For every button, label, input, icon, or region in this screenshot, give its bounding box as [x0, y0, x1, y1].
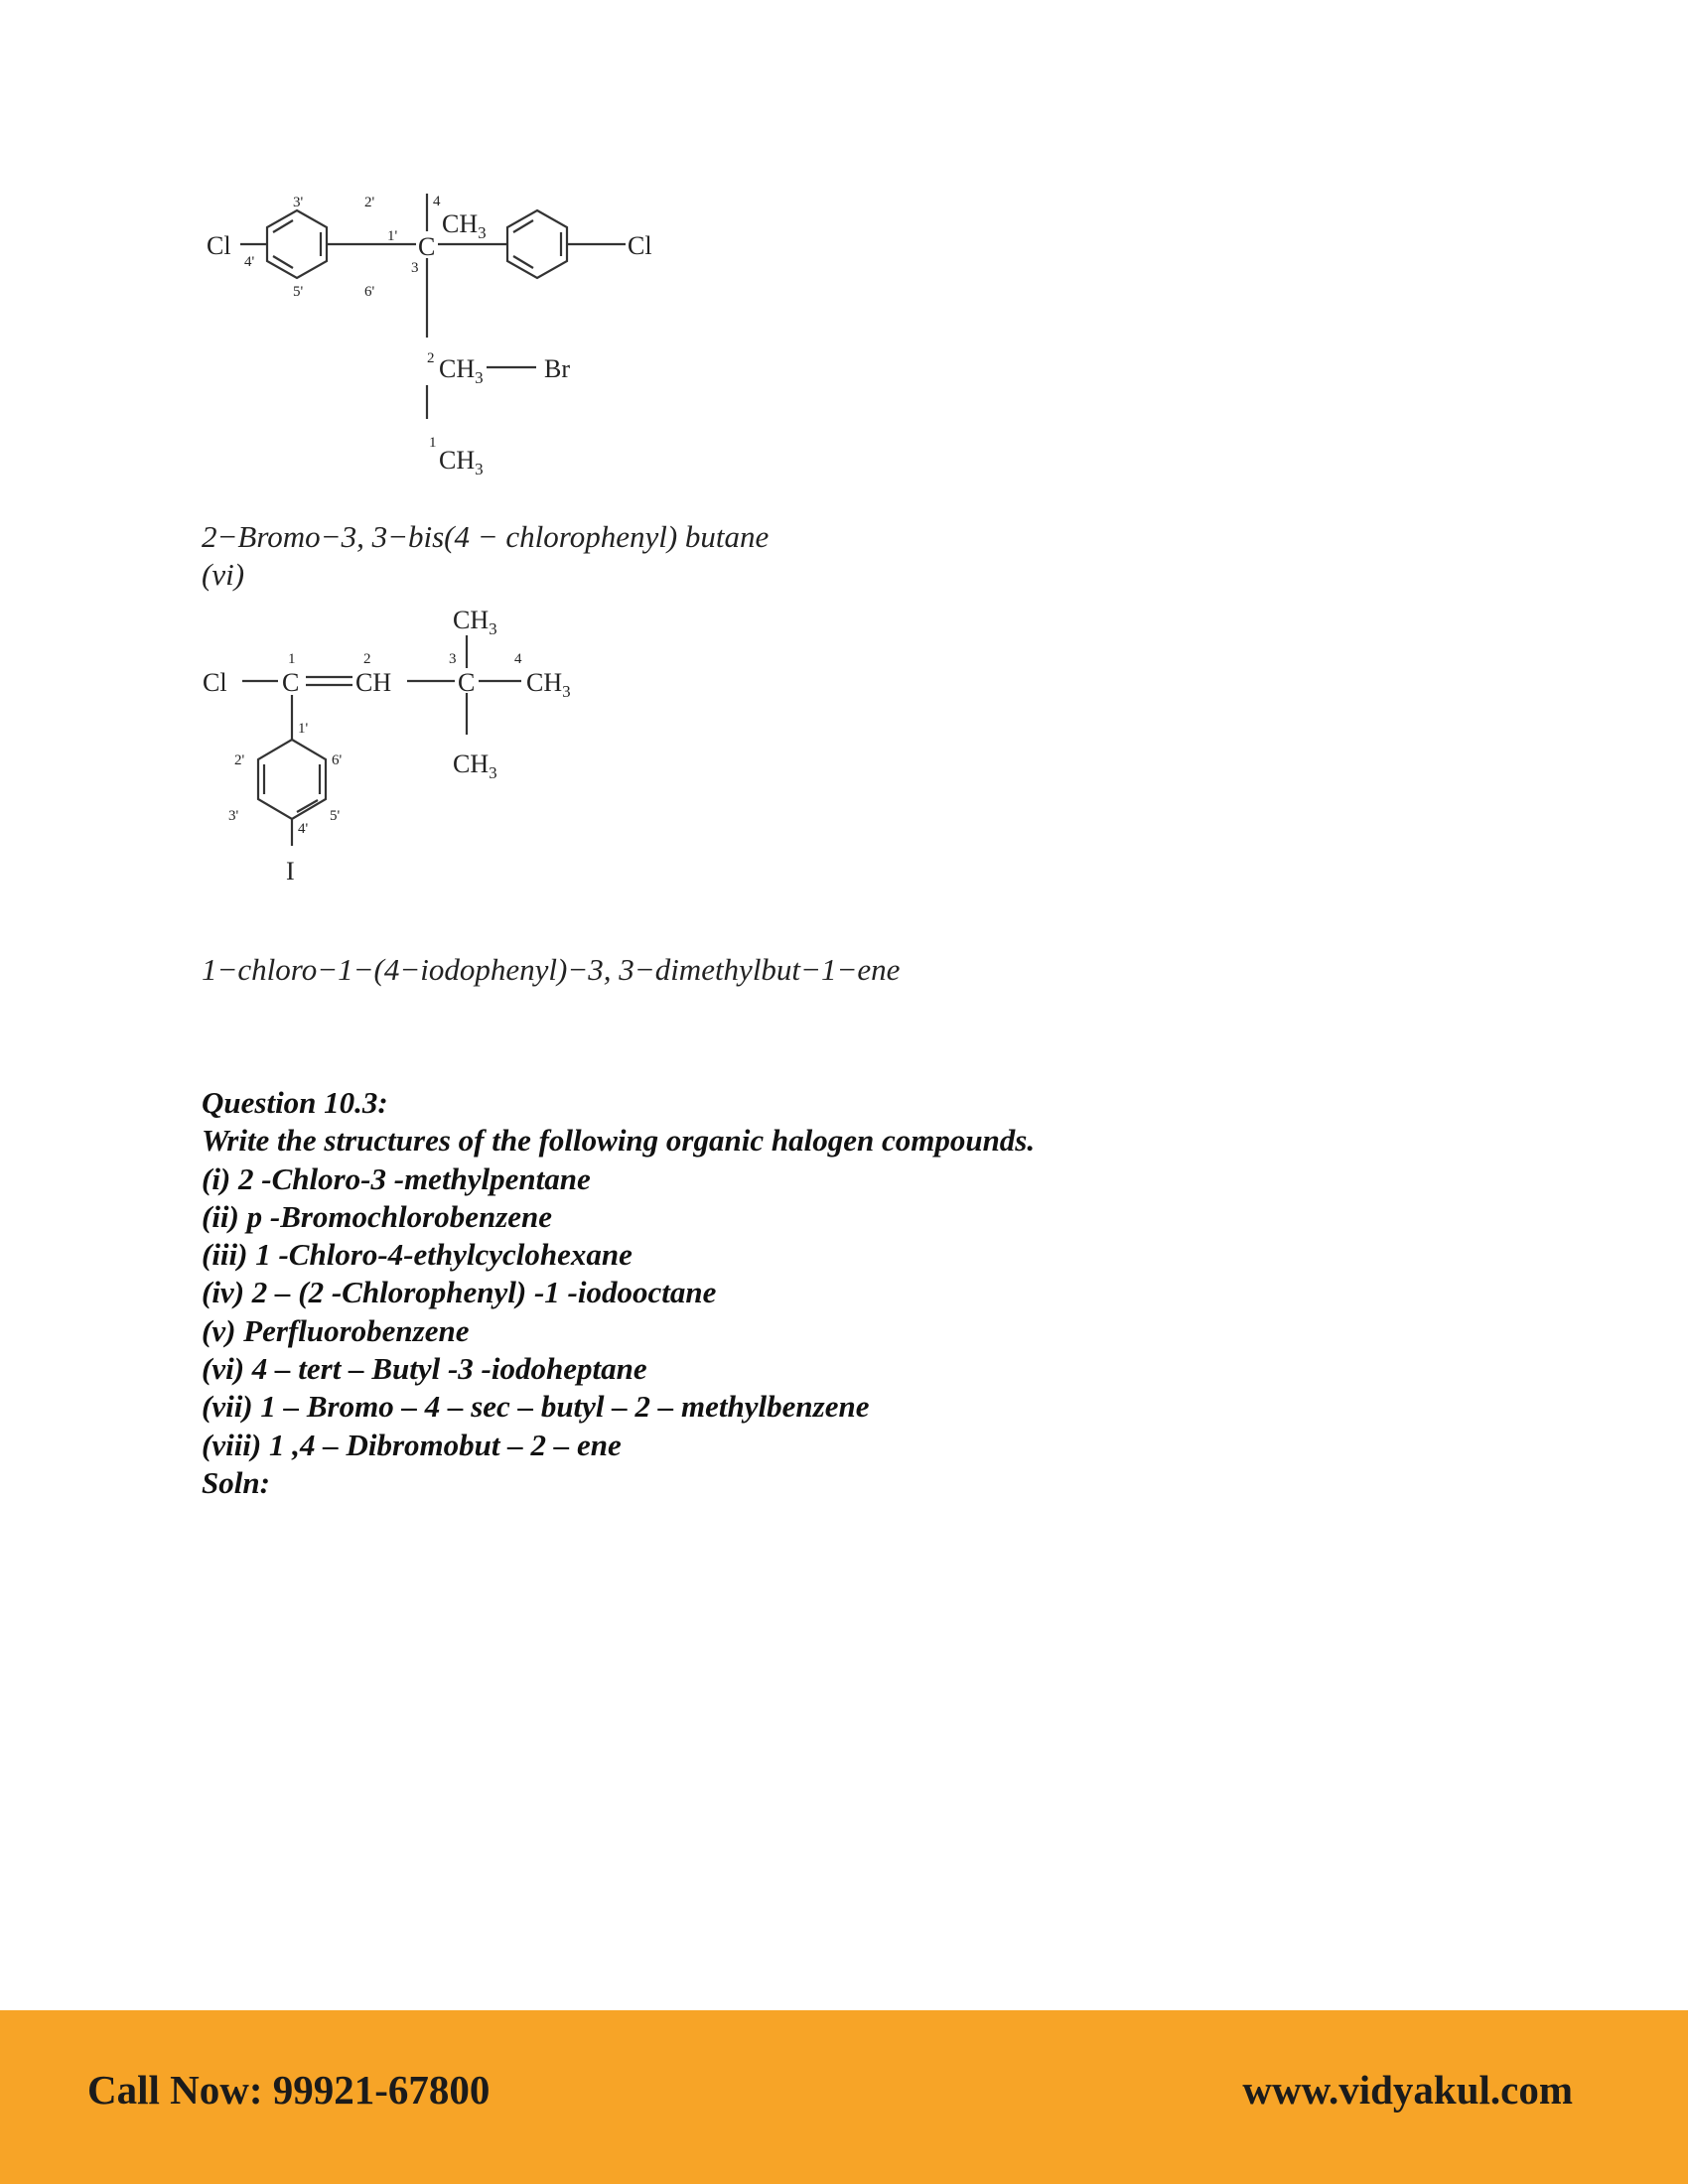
subscript-3: 3: [478, 223, 487, 242]
ch-text: CH: [439, 354, 476, 383]
question-item: (iv) 2 – (2 -Chlorophenyl) -1 -iodooctane: [202, 1275, 717, 1310]
c2-methylene-group: [439, 354, 484, 387]
question-item: (viii) 1 ,4 – Dibromobut – 2 – ene: [202, 1427, 622, 1462]
ch-text: CH: [453, 750, 490, 778]
subscript-3: 3: [489, 619, 497, 638]
question-block: [202, 1084, 1492, 1502]
ring-locant-1-prime: 1': [387, 228, 398, 244]
subscript-3: 3: [489, 763, 497, 782]
question-item: (vi) 4 – tert – Butyl -3 -iodoheptane: [202, 1351, 647, 1387]
c3-methyl-bottom: [453, 750, 497, 782]
iodine-atom: I: [286, 857, 295, 886]
structure-1: [199, 189, 715, 496]
ring-locant-5-prime: 5': [293, 284, 304, 300]
locant-3: 3: [411, 260, 419, 276]
ring-locant-1-prime: 1': [298, 721, 309, 737]
c4-methyl: [526, 668, 571, 701]
subscript-3: 3: [475, 460, 484, 478]
chlorine-atom: Cl: [203, 668, 227, 697]
ring-locant-2-prime: 2': [364, 195, 375, 210]
subscript-3: 3: [562, 682, 571, 701]
structure-2-diagram: [199, 586, 635, 923]
locant-3: 3: [449, 651, 457, 667]
locant-2: 2: [363, 651, 371, 667]
call-now-text[interactable]: Call Now: 99921-67800: [87, 2067, 491, 2113]
chlorine-atom-left: Cl: [207, 231, 231, 260]
part-vi-label: (vi): [202, 557, 245, 592]
ring-locant-5-prime: 5': [330, 808, 341, 824]
quaternary-carbon: C: [418, 232, 436, 261]
structure-2-caption: 1−chloro−1−(4−iodophenyl)−3, 3−dimethylbut−1−ene: [202, 952, 901, 987]
ch-text: CH: [526, 668, 563, 697]
ring-locant-3-prime: 3': [293, 195, 304, 210]
question-item: (v) Perfluorobenzene: [202, 1312, 470, 1348]
website-link[interactable]: www.vidyakul.com: [1242, 2067, 1573, 2113]
ch-text: CH: [442, 209, 479, 238]
locant-1: 1: [288, 651, 296, 667]
question-title: Question 10.3:: [202, 1085, 388, 1120]
carbon-3: C: [458, 668, 476, 697]
structure-1-diagram: [199, 189, 715, 496]
question-prompt: Write the structures of the following organic halogen compounds.: [202, 1123, 1036, 1159]
c1-methyl-group: [439, 446, 484, 478]
subscript-3: 3: [475, 368, 484, 387]
question-item: (iii) 1 -Chloro-4-ethylcyclohexane: [202, 1237, 633, 1273]
ring-locant-4-prime: 4': [298, 821, 309, 837]
locant-4: 4: [514, 651, 522, 667]
structure-1-caption: 2−Bromo−3, 3−bis(4 − chlorophenyl) butane: [202, 519, 770, 554]
locant-1: 1: [429, 435, 437, 451]
ring-locant-2-prime: 2': [234, 752, 245, 768]
c4-methyl-group: [442, 209, 487, 242]
chlorine-atom-right: Cl: [628, 231, 652, 260]
ring-locant-3-prime: 3': [228, 808, 239, 824]
ring-locant-6-prime: 6': [332, 752, 343, 768]
question-item: (vii) 1 – Bromo – 4 – sec – butyl – 2 – methylbenzene: [202, 1389, 870, 1425]
carbon-2-ch: CH: [355, 668, 392, 697]
ch-text: CH: [453, 606, 490, 634]
ring-locant-4-prime: 4': [244, 254, 255, 270]
footer-banner: [0, 2010, 1688, 2184]
bromine-atom: Br: [544, 354, 570, 383]
c3-methyl-top: [453, 606, 497, 638]
question-item: (i) 2 -Chloro-3 -methylpentane: [202, 1160, 591, 1196]
question-item: (ii) p -Bromochlorobenzene: [202, 1198, 553, 1234]
locant-2: 2: [427, 350, 435, 366]
ch-text: CH: [439, 446, 476, 475]
solution-label: Soln:: [202, 1464, 270, 1500]
locant-4: 4: [433, 194, 441, 209]
structure-2: [199, 586, 635, 923]
ring-locant-6-prime: 6': [364, 284, 375, 300]
carbon-1: C: [282, 668, 300, 697]
